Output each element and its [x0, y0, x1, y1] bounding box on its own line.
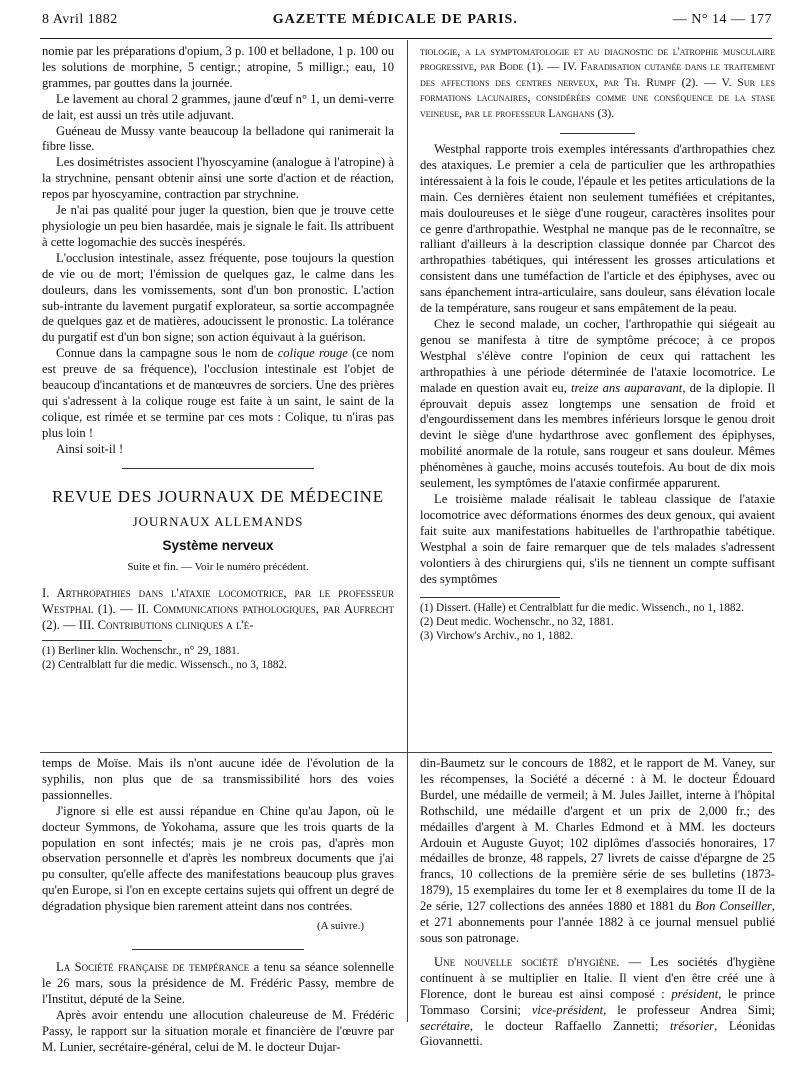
header-journal-title: GAZETTE MÉDICALE DE PARIS. [272, 12, 518, 27]
footnote: (2) Deut medic. Wochenschr., no 32, 1881. [420, 616, 614, 628]
footnote-rule [42, 640, 162, 641]
paragraph: J'ignore si elle est aussi répandue en Chine qu'au Japon, où le docteur Symmons, de Yokohama, assure que les trois quarts de la population en sont infectés; mais je ne crois pas, d'après mon observation personnelle et d'après les nombreux documents que j'ai pu consulter, qu'elle affecte des manifestations beaucoup plus graves qu'en Europe, si l'on en excepte certains sujets qui offrent un degré de dégradation physique bien rarement atteint dans nos contrées. [42, 803, 394, 914]
footnote-rule [420, 597, 560, 598]
footnote: (1) Berliner klin. Wochenschr., n° 29, 1881. [42, 644, 240, 657]
paragraph: Le troisième malade réalisait le tableau classique de l'ataxie locomotrice avec déformations énormes des deux genoux, qui avaient fait suite aux manifestations habituelles de l'arthropathie tabétique. Westphal a soin de faire remarquer que de tels malades s'adressent volontiers à des chirurgiens qui, s'ils ne tiennent un compte suffisant des symptômes [420, 491, 775, 586]
italic-text: vice-président [531, 1002, 604, 1017]
text-run: , le professeur Andrea Simi; [603, 1002, 776, 1017]
header-page-number: — N° 14 — 177 [672, 12, 772, 27]
article-list-continued [420, 44, 775, 121]
footnote: (1) Dissert. (Halle) et Centralblatt fur die medic. Wissench., no 1, 1882. [420, 602, 745, 615]
article-list: I. Arthropathies dans l'ataxie locomotrice, par le professeur Westphal (1). — II. Communications pathologiques, par Aufrecht (2). — III. Contributions cliniques a l'é- [42, 586, 394, 632]
page-header [42, 12, 772, 34]
text-run: , et 271 abonnements pour l'année 1882 à ce journal mensuel publié sous son patronage. [420, 899, 775, 945]
paragraph: Après avoir entendu une allocution chaleureuse de M. Frédéric Passy, le rapport sur la situation morale et financière de l'œuvre par M. Lunier, secrétaire-général, celui de M. le docteur Dujar- [42, 1007, 394, 1054]
paragraph: Les dosimétristes associent l'hyoscyamine (analogue à l'atropine) à la strychnine, pensant obtenir ainsi une sorte d'action et de réaction, repos par hyoscyamine, contraction par strychnine. [42, 155, 394, 202]
text-run: din-Baumetz sur le concours de 1882, et le rapport de M. Vaney, sur les récompenses, la Société a décerné : à M. le docteur Édouard Burdel, une médaille de vermeil; à M. Jules Jaillet, interne à l'hôpital Rothschild, une médaille d'argent et un prix de 2,000 fr.; des médailles d'argent à M. Charles Edmond et à MM. les docteurs Ardouin et Auguste Guyot; 102 diplômes d'associés honoraires, 17 médailles de bronze, 48 rappels, 27 livrets de caisse d'épargne de 25 francs, 10 collections de la première série de ses bulletins (1873-1879), 15 exemplaires du tome Ier et 8 exemplaires du tome II de la 2e série, 127 collections des années 1880 et 1881 du [420, 756, 775, 914]
text-run: Chez le second malade, un cocher, l'arthropathie qui siégeait au genou se manifesta à titre de symptôme précoce; à ce propos Westphal s'élève contre l'opinion de ceux qui rattachent les arthropathies à une période déterminée de l'ataxie locomotrice. Le malade en question avait eu, [420, 317, 775, 395]
topic-heading: Système nerveux [162, 538, 274, 554]
paragraph [420, 756, 775, 947]
right-column [420, 44, 775, 643]
paragraph [42, 346, 394, 441]
horizontal-divider [40, 752, 772, 753]
italic-text: trésorier [670, 1018, 715, 1033]
subsection-heading: JOURNAUX ALLEMANDS [132, 514, 304, 530]
text-run: , le prince Tommaso Corsini; [420, 986, 776, 1017]
paragraph: Westphal rapporte trois exemples intéressants d'arthropathies chez des ataxiques. Le premier a cela de particulier que les arthropathies intéressaient à la fois le coude, l'épaule et les petites articulations de la main. Ces dernières étaient non seulement tuméfiées et crépitantes, mais douloureuses et le siège d'une rougeur, caractères insolites pour ce genre d'arthropathie. Westphal ne manque pas de le reconnaître, se ralliant d'ailleurs à la description classique donnée par Charcot des arthropathies tabétiques, qui intéressent les grosses articulations et consistent dans une tuméfaction de l'article et des épiphyses, avec ou sans épanchement intra-articulaire, sans douleur, sans élévation locale de la température, sans rougeur et sans empâtement de la peau. [420, 142, 775, 316]
header-rule [40, 38, 772, 39]
paragraph: Ainsi soit-il ! [56, 441, 124, 456]
text-run: , de la diplopie. Il éprouvait depuis assez longtemps une sensation de froid et d'engourdissement dans les membres inférieurs lorsque le genou droit devint le siège d'une hydarthrose avec gonflement des épiphyses, mobilité anormale de la rotule, sans rougeur et sans douleur. Mêmes phénomènes à gauche, moins accusés toutefois. Au bout de dix mois seulement, les symptômes de l'ataxie confirmée apparurent. [420, 380, 775, 491]
italic-text: treize ans auparavant [571, 380, 683, 395]
continuation-note: Suite et fin. — Voir le numéro précédent. [127, 561, 309, 574]
paragraph: nomie par les préparations d'opium, 3 p. 100 et belladone, 1 p. 100 ou les solutions de morphine, 5 centigr.; atropine, 5 milligr.; eau, 10 grammes, par gouttes dans la journée. [42, 44, 394, 90]
text-run: , Léonidas Giovannetti. [420, 1018, 775, 1049]
footnote: (3) Virchow's Archiv., no 1, 1882. [420, 629, 574, 642]
header-date: 8 Avril 1882 [42, 12, 118, 27]
section-heading: REVUE DES JOURNAUX DE MÉDECINE [52, 486, 384, 506]
footnote: (2) Centralblatt fur die medic. Wissensch., no 3, 1882. [42, 658, 287, 671]
paragraph: tiologie, a la symptomatologie et au diagnostic de l'atrophie musculaire progressive, par Bode (1). — IV. Faradisation cutanée dans le traitement des affections des centres nerveux, par Th. Rumpf (2). — V. Sur les formations lacunaires, considérées comme une conséquence de la stase veineuse, par le professeur Langhans (3). [420, 44, 775, 120]
paragraph: Je n'ai pas qualité pour juger la question, bien que je trouve cette physiologie un peu bien hasardée, mais je signale le fait. Ils attribuent à cette logomachie des succès inespérés. [42, 203, 394, 249]
column-divider [407, 40, 408, 1022]
paragraph [420, 317, 775, 492]
section-rule [122, 468, 314, 469]
footnotes [42, 645, 394, 672]
bottom-left-column [42, 756, 394, 1055]
italic-text: colique rouge [277, 346, 348, 361]
italic-text: président [671, 986, 719, 1001]
left-column [42, 44, 394, 672]
to-be-continued: (A suivre.) [316, 920, 364, 933]
section-rule [560, 133, 635, 134]
text-run: , le docteur Raffaello Zannetti; [469, 1018, 670, 1033]
section-rule [132, 949, 304, 950]
paragraph: Le lavement au choral 2 grammes, jaune d'œuf n° 1, un demi-verre de lait, est aussi un très utile adjuvant. [42, 91, 394, 122]
text-run: a tenu sa séance solennelle le 26 mars, sous la présidence de M. Frédéric Passy, membre de l'Institut, député de la Seine. [42, 959, 395, 1006]
text-run: (ce nom est preuve de sa fréquence), l'occlusion intestinale est l'objet de beaucoup d'incantations et de manœuvres de sorciers. Une des prières qui s'adressent à la colique rouge est faite à un saint, le saint de la colique, est rimée et se termine par ces mots : Colique, tu n'iras pas plus loin ! [42, 346, 395, 440]
paragraph: temps de Moïse. Mais ils n'ont aucune idée de l'évolution de la syphilis, non plus que de sa transmissibilité hors des voies passionnelles. [42, 756, 394, 802]
footnotes [420, 602, 775, 643]
paragraph [42, 960, 394, 1008]
paragraph: Guéneau de Mussy vante beaucoup la belladone qui ranimerait la fibre lisse. [42, 123, 394, 154]
small-caps-text: La Société française de tempérance [56, 959, 250, 974]
bottom-right-column [420, 756, 775, 1050]
text-run: — Les sociétés d'hygiène continuent à se multiplier en Italie. Il vient d'en être créé une à Florence, dont le bureau est ainsi composé : [420, 954, 775, 1001]
paragraph: L'occlusion intestinale, assez fréquente, pose toujours la question de vie ou de mort; l'émission de quelques gaz, le calme dans les douleurs, dans les vomissements, sont d'un bon pronostic. L'action sub-intrante du lavement purgatif explorateur, sa sortie accompagnée de quelques gaz et de matières, adoucissent le pronostic. La tolérance du purgatif est d'un bon signe; son action équivaut à la guérison. [42, 250, 394, 345]
italic-text: secrétaire [420, 1018, 470, 1033]
spacer [420, 947, 775, 955]
italic-text: Bon Conseiller [695, 899, 772, 914]
text-run: Connue dans la campagne sous le nom de [56, 346, 278, 361]
small-caps-text: Une nouvelle société d'hygiène. [434, 954, 620, 969]
paragraph [420, 955, 775, 1050]
